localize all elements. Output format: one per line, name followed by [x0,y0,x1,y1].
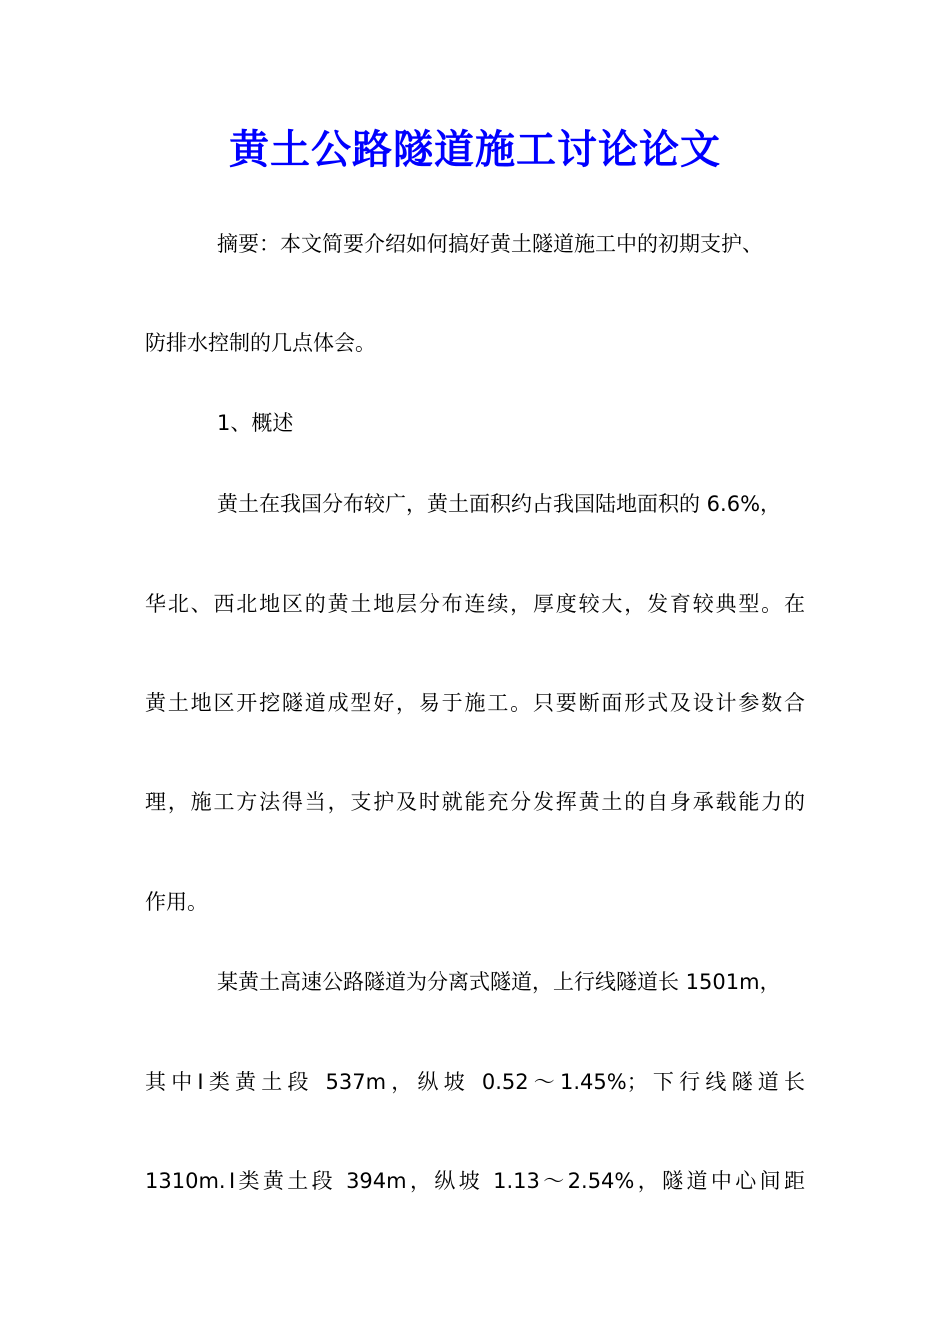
paragraph-line: 黄土在我国分布较广，黄土面积约占我国陆地面积的 6.6%， [217,492,782,516]
abstract-line-1: 摘要：本文简要介绍如何搞好黄土隧道施工中的初期支护、 [217,232,763,256]
paragraph-line: 其中Ⅰ类黄土段 537m，纵坡 0.52～1.45%；下行线隧道长 [145,1070,805,1094]
paragraph-line: 作用。 [145,890,208,914]
abstract-line-2: 防排水控制的几点体会。 [145,331,376,355]
paragraph-line: 华北、西北地区的黄土地层分布连续，厚度较大，发育较典型。在 [145,592,805,616]
section-heading-overview: 1、概述 [217,411,294,435]
document-title: 黄土公路隧道施工讨论论文 [229,126,721,173]
paragraph-line: 某黄土高速公路隧道为分离式隧道，上行线隧道长 1501m， [217,970,781,994]
paragraph-line: 理，施工方法得当，支护及时就能充分发挥黄土的自身承载能力的 [145,790,805,814]
paragraph-line: 黄土地区开挖隧道成型好，易于施工。只要断面形式及设计参数合 [145,691,805,715]
paragraph-line: 1310m.Ⅰ类黄土段 394m，纵坡 1.13～2.54%，隧道中心间距 [145,1169,805,1193]
